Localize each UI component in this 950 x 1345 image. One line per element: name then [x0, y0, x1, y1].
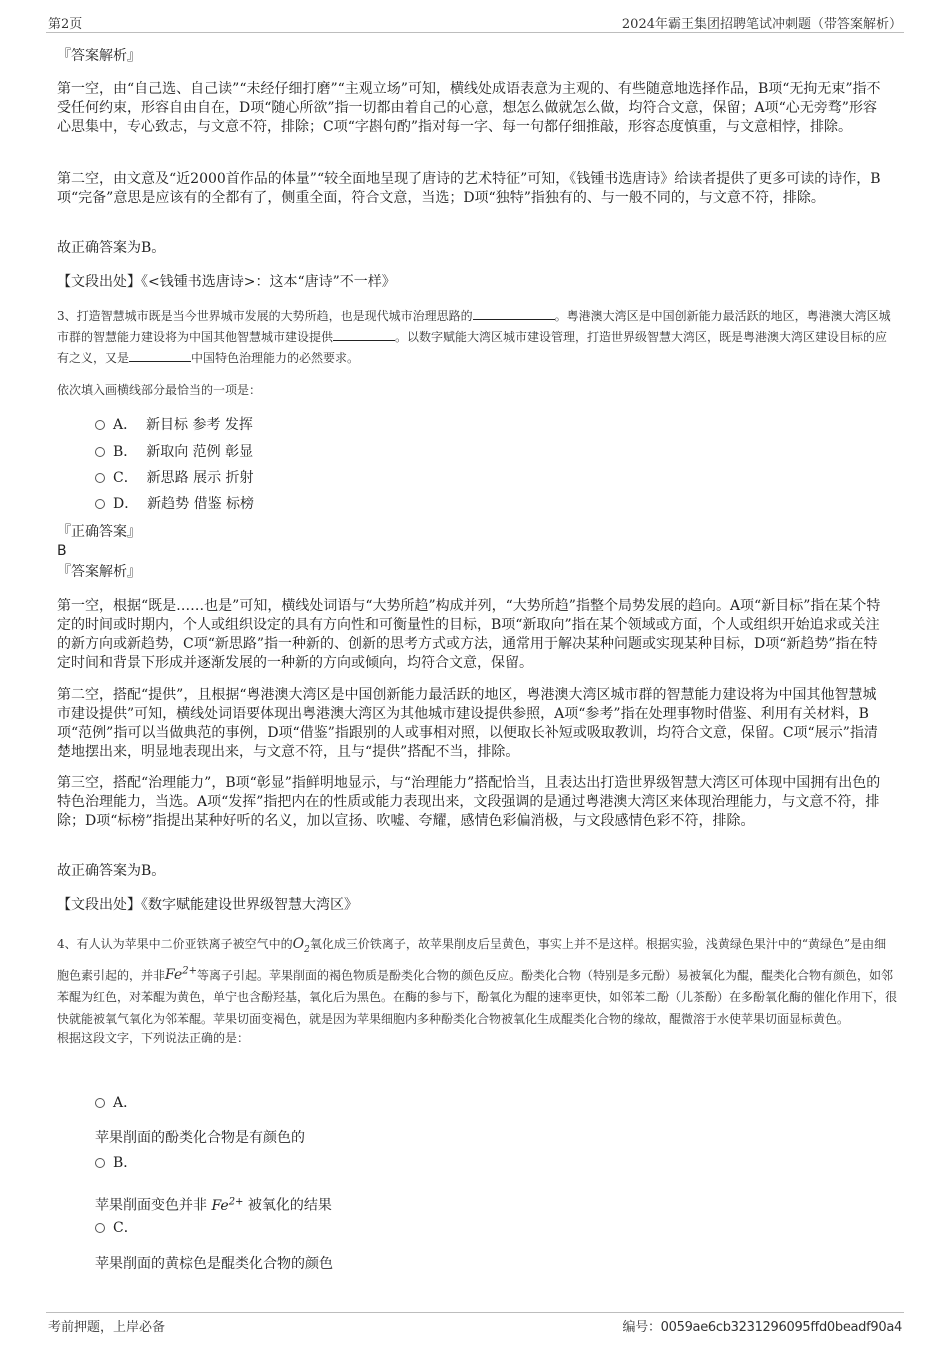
q2-conclusion: 故正确答案为B。 — [57, 240, 166, 256]
q3-option-a[interactable]: A． 新目标 参考 发挥 — [95, 416, 253, 435]
q4-option-c[interactable]: C． — [95, 1219, 138, 1238]
q2-source: 【文段出处】《<钱锺书选唐诗>：这本“唐诗”不一样》 — [57, 274, 396, 290]
document-code: 编号：0059ae6cb3231296095ffd0beadf90a4 — [622, 1320, 902, 1335]
q3-conclusion: 故正确答案为B。 — [57, 863, 166, 879]
q3-answer: B — [57, 543, 67, 559]
answer-blank — [473, 307, 555, 320]
fe-ion-formula: $Fe^{2+}$ — [211, 1196, 244, 1214]
q4-option-c-text: 苹果削面的黄棕色是醌类化合物的颜色 — [95, 1256, 333, 1272]
q3-option-d[interactable]: D． 新趋势 借鉴 标榜 — [95, 495, 254, 514]
page-header — [46, 10, 904, 33]
answer-blank — [333, 328, 395, 341]
page-footer — [46, 1312, 904, 1339]
radio-icon[interactable] — [95, 420, 105, 430]
q3-prompt: 依次填入画横线部分最恰当的一项是： — [57, 383, 262, 397]
radio-icon[interactable] — [95, 473, 105, 483]
q3-analysis-para-3: 第三空，搭配“治理能力”，B项“彰显”指鲜明地显示，与“治理能力”搭配恰当，且表达出打造世界级智慧大湾区可体现中国拥有出色的特色治理能力，当选。A项“发挥”指把内在的性质或能力表现出来，文段强调的是通过粤港澳大湾区来体现治理能力，与文意不符，排除；D项“标榜”指提出某种好听的名义，加以宣扬、吹嘘、夸耀，感情色彩偏消极，与文段感情色彩不符，排除。 — [57, 775, 881, 829]
q2-analysis-title: 『答案解析』 — [57, 48, 141, 64]
q4-option-a[interactable]: A． — [95, 1094, 137, 1113]
radio-icon[interactable] — [95, 1223, 105, 1233]
radio-icon[interactable] — [95, 447, 105, 457]
q4-prompt: 根据这段文字，下列说法正确的是： — [57, 1031, 250, 1045]
q3-option-c[interactable]: C． 新思路 展示 折射 — [95, 469, 254, 488]
q4-option-b-text: 苹果削面变色并非 $Fe^{2+}$ 被氧化的结果 — [95, 1196, 332, 1214]
page-number: 第2页 — [48, 17, 83, 32]
q3-option-b[interactable]: B． 新取向 范例 彰显 — [95, 443, 253, 462]
footer-slogan: 考前押题，上岸必备 — [48, 1320, 166, 1335]
q2-analysis-para-2: 第二空，由文意及“近2000首作品的体量”“较全面地呈现了唐诗的艺术特征”可知，《钱锺书选唐诗》给读者提供了更多可读的诗作，B项“完备”意思是应该有的全都有了，侧重全面，符合文意，当选；D项“独特”指独有的、与一般不同的，与文意不符，排除。 — [57, 171, 881, 206]
answer-blank — [129, 349, 191, 362]
q3-source: 【文段出处】《数字赋能建设世界级智慧大湾区》 — [57, 897, 358, 913]
o2-formula: $O_2$ — [292, 936, 310, 955]
fe-ion-formula: $Fe^{2+}$ — [165, 965, 197, 984]
document-title: 2024年霸王集团招聘笔试冲刺题（带答案解析） — [621, 17, 902, 32]
radio-icon[interactable] — [95, 1158, 105, 1168]
q3-analysis-para-2: 第二空，搭配“提供”，且根据“粤港澳大湾区是中国创新能力最活跃的地区，粤港澳大湾区城市群的智慧能力建设将为中国其他智慧城市建设提供”可知，横线处词语要体现出粤港澳大湾区为其他城市建设提供参照，A项“参考”指在处理事物时借鉴、利用有关材料，B项“范例”指可以当做典范的事例，D项“借鉴”指跟别的人或事相对照，以便取长补短或吸取教训，均符合文意，保留。C项“展示”指清楚地摆出来，明显地表现出来，与文意不符，且与“提供”搭配不当，排除。 — [57, 687, 878, 760]
q3-analysis-title: 『答案解析』 — [57, 564, 141, 580]
q4-stem: 4、有人认为苹果中二价亚铁离子被空气中的$O_2$氧化成三价铁离子，故苹果削皮后呈黄色，事实上并不是这样。根据实验，浅黄绿色果汁中的“黄绿色”是由细胞色素引起的，并非$Fe^{2+}$等离子引起。苹果削面的褐色物质是酚类化合物的颜色反应。酚类化合物（特别是多元酚）易被氧化为醌，醌类化合物有颜色，如邻苯醌为红色，对苯醌为黄色，单宁也含酚羟基，氧化后为黑色。在酶的参与下，酚氧化为醌的速率更快，如邻苯二酚（儿茶酚）在多酚氧化酶的催化作用下，很快就能被氧气氧化为邻苯醌。苹果切面变褐色，就是因为苹果细胞内多种酚类化合物被氧化生成醌类化合物的缘故，醌微溶于水使苹果切面显标黄色。 — [57, 936, 898, 1027]
radio-icon[interactable] — [95, 499, 105, 509]
q2-analysis-para-1: 第一空，由“自己选、自己读”“未经仔细打磨”“主观立场”可知，横线处成语表意为主观的、有些随意地选择作品，B项“无拘无束”指不受任何约束，形容自由自在，D项“随心所欲”指一切都由着自己的心意，想怎么做就怎么做，均符合文意，保留；A项“心无旁骛”形容心思集中，专心致志，与文意不符，排除；C项“字斟句酌”指对每一字、每一句都仔细推敲，形容态度慎重，与文意相悖，排除。 — [57, 81, 881, 135]
q3-analysis-para-1: 第一空，根据“既是……也是”可知，横线处词语与“大势所趋”构成并列，“大势所趋”指整个局势发展的趋向。A项“新目标”指在某个特定的时间或时期内，个人或组织设定的具有方向性和可衡量性的目标，B项“新取向”指在某个领域或方面，个人或组织开始追求或关注的新方向或新趋势，C项“新思路”指一种新的、创新的思考方式或方法，通常用于解决某种问题或实现某种目标，D项“新趋势”指在特定时间和背景下形成并逐渐发展的一种新的方向或倾向，均符合文意，保留。 — [57, 598, 881, 671]
q3-answer-title: 『正确答案』 — [57, 524, 141, 540]
q4-option-a-text: 苹果削面的酚类化合物是有颜色的 — [95, 1130, 305, 1146]
radio-icon[interactable] — [95, 1098, 105, 1108]
q4-option-b[interactable]: B． — [95, 1154, 137, 1173]
q3-stem: 3、打造智慧城市既是当今世界城市发展的大势所趋，也是现代城市治理思路的 。粤港澳大湾区是中国创新能力最活跃的地区，粤港澳大湾区城市群的智慧能力建设将为中国其他智慧城市建设提供 。以数字赋能大湾区城市建设管理，打造世界级智慧大湾区，既是粤港澳大湾区建设目标的应有之义，又是 中国特色治理能力的必然要求。 — [57, 309, 891, 365]
